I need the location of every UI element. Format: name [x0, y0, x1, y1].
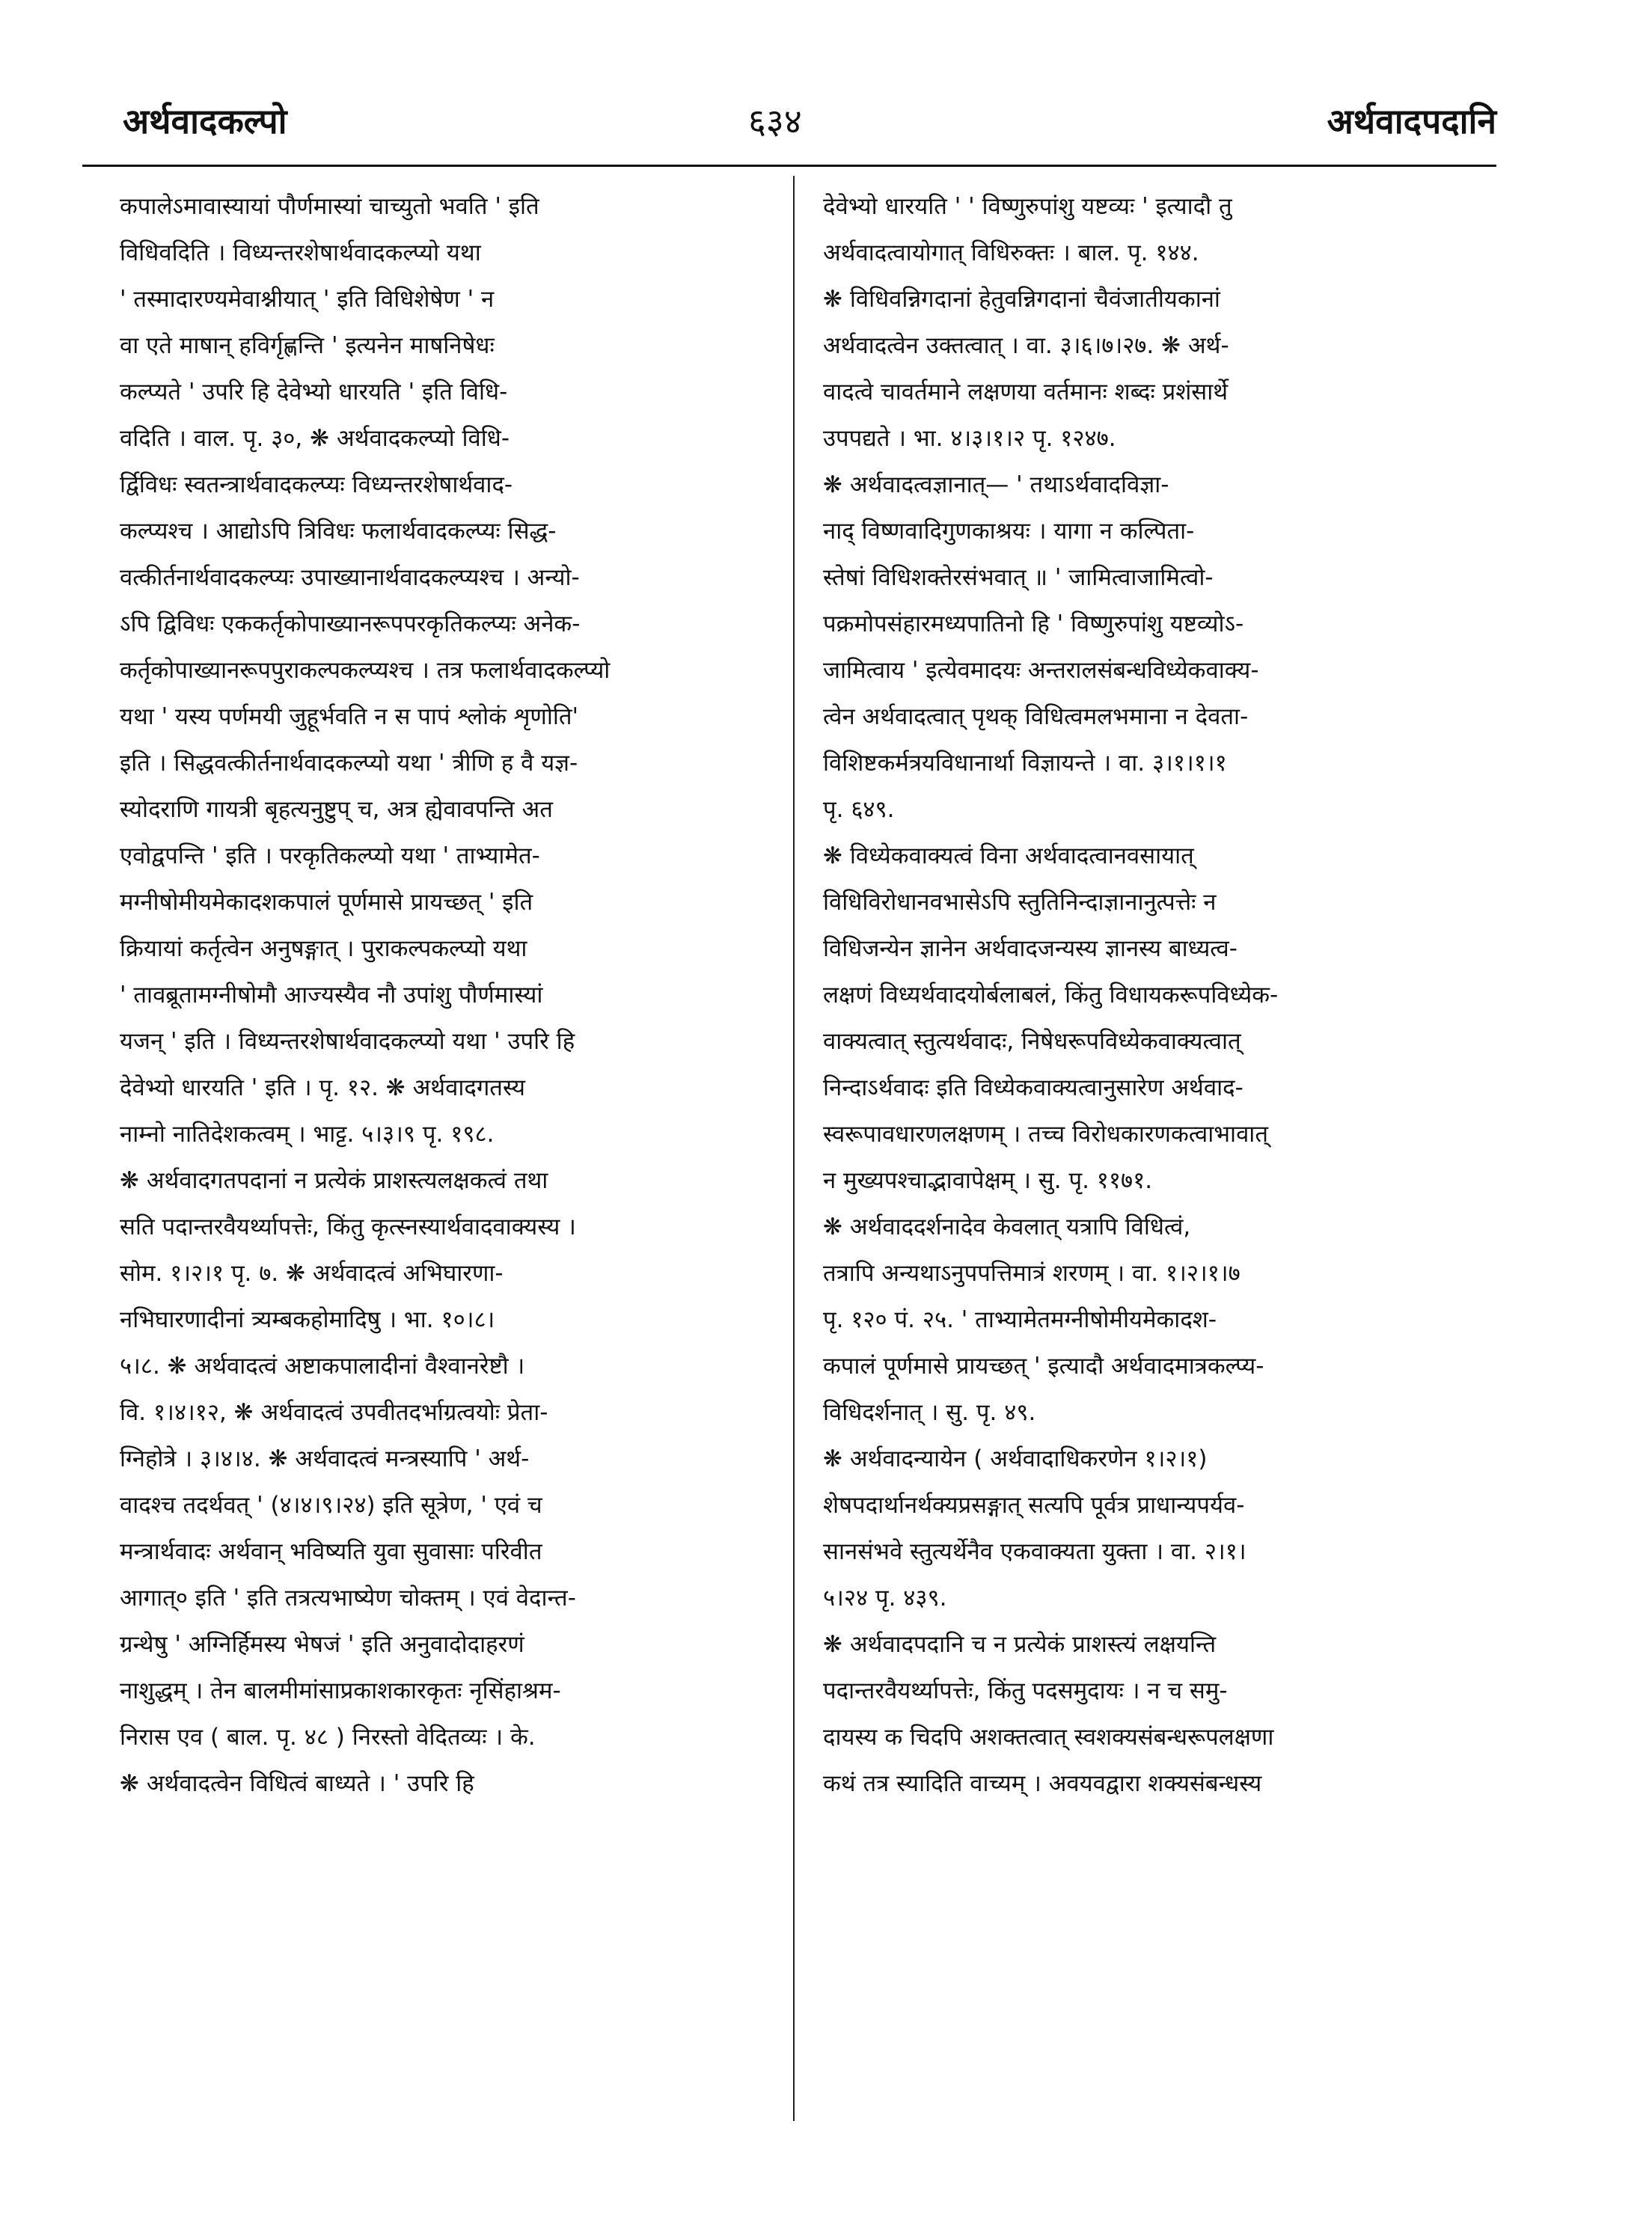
- text-line: मन्त्रार्थवादः अर्थवान् भविष्यति युवा सुवासाः परिवीत: [120, 1538, 542, 1565]
- text-line: देवेभ्यो धारयति ' ' विष्णुरुपांशु यष्टव्यः ' इत्यादौ तु: [823, 193, 1232, 220]
- text-line: ५।२४ पृ. ४३९.: [823, 1585, 947, 1612]
- text-line: ऽपि द्विविधः एककर्तृकोपाख्यानरूपपरकृतिकल्प्यः अनेक-: [120, 610, 581, 637]
- text-line: स्योदराणि गायत्री बृहत्यनुष्टुप् च, अत्र ह्येवावपन्ति अत: [120, 796, 553, 823]
- text-line: सति पदान्तरवैयर्थ्यापत्तेः, किंतु कृत्स्नस्यार्थवादवाक्यस्य ।: [120, 1214, 576, 1240]
- text-line: देवेभ्यो धारयति ' इति । पृ. १२. ❋ अर्थवादगतस्य: [120, 1074, 525, 1101]
- text-line: सानसंभवे स्तुत्यर्थेनैव एकवाक्यता युक्ता । वा. २।१।: [823, 1538, 1246, 1565]
- text-line: ❋ अर्थवादगतपदानां न प्रत्येकं प्राशस्त्यलक्षकत्वं तथा: [120, 1167, 548, 1194]
- text-line: वादश्च तदर्थवत् ' (४।४।९।२४) इति सूत्रेण, ' एवं च: [120, 1492, 542, 1519]
- text-line: ' तस्मादारण्यमेवाश्नीयात् ' इति विधिशेषेण ' न: [120, 286, 495, 313]
- text-line: उपपद्यते । भा. ४।३।१।२ पृ. १२४७.: [823, 425, 1116, 452]
- text-line: निन्दाऽर्थवादः इति विध्येकवाक्यत्वानुसारेण अर्थवाद-: [823, 1074, 1243, 1101]
- text-line: ❋ विध्येकवाक्यत्वं विना अर्थवादत्वानवसायात्: [823, 842, 1194, 869]
- text-line: पदान्तरवैयर्थ्यापत्तेः, किंतु पदसमुदायः । न च समु-: [823, 1677, 1228, 1704]
- text-line: विधिविरोधानवभासेऽपि स्तुतिनिन्दाज्ञानानुत्पत्तेः न: [823, 889, 1217, 916]
- text-line: एवोद्वपन्ति ' इति । परकृतिकल्प्यो यथा ' ताभ्यामेत-: [120, 842, 540, 869]
- text-line: वादत्वे चावर्तमाने लक्षणया वर्तमानः शब्दः प्रशंसार्थे: [823, 379, 1229, 406]
- text-line: वा एते माषान् हविर्गृह्णन्ति ' इत्यनेन माषनिषेधः: [120, 332, 495, 359]
- text-line: विधिवदिति । विध्यन्तरशेषार्थवादकल्प्यो यथा: [120, 239, 481, 266]
- text-line: कपालं पूर्णमासे प्रायच्छत् ' इत्यादौ अर्थवादमात्रकल्प्य-: [823, 1353, 1264, 1380]
- text-line: ❋ विधिवन्निगदानां हेतुवन्निगदानां चैवंजातीयकानां: [823, 286, 1220, 313]
- text-line: दायस्य क चिदपि अशक्तत्वात् स्वशक्यसंबन्धरूपलक्षणा: [823, 1724, 1274, 1751]
- page-number: ६३४: [748, 101, 802, 141]
- text-line: ❋ अर्थवादन्यायेन ( अर्थवादाधिकरणेन १।२।१): [823, 1445, 1208, 1472]
- text-line: वि. १।४।१२, ❋ अर्थवादत्वं उपवीतदर्भाग्रत्वयोः प्रेता-: [120, 1399, 548, 1426]
- text-line: क्रियायां कर्तृत्वेन अनुषङ्गात् । पुराकल्पकल्प्यो यथा: [120, 935, 527, 962]
- column-divider: [793, 176, 795, 2121]
- running-head-left: अर्थवादकल्पो: [123, 101, 287, 141]
- text-line: कर्तृकोपाख्यानरूपपुराकल्पकल्प्यश्च । तत्र फलार्थवादकल्प्यो: [120, 657, 611, 684]
- text-line: आगात्० इति ' इति तत्रत्यभाष्येण चोक्तम् । एवं वेदान्त-: [120, 1585, 576, 1612]
- text-line: यथा ' यस्य पर्णमयी जुहूर्भवति न स पापं श्लोकं शृणोति': [120, 703, 579, 730]
- text-line: इति । सिद्धवत्कीर्तनार्थवादकल्प्यो यथा ' त्रीणि ह वै यज्ञ-: [120, 750, 578, 777]
- text-line: सोम. १।२।१ पृ. ७. ❋ अर्थवादत्वं अभिघारणा-: [120, 1260, 504, 1287]
- text-line: पृ. १२० पं. २५. ' ताभ्यामेतमग्नीषोमीयमेकादश-: [823, 1306, 1217, 1333]
- text-line: अर्थवादत्वेन उक्तत्वात् । वा. ३।६।७।२७. ❋ अर्थ-: [823, 332, 1229, 359]
- text-line: नाशुद्धम् । तेन बालमीमांसाप्रकाशकारकृतः नृसिंहाश्रम-: [120, 1677, 561, 1704]
- text-line: कल्प्यते ' उपरि हि देवेभ्यो धारयति ' इति विधि-: [120, 379, 508, 406]
- text-line: कल्प्यश्च । आद्योऽपि त्रिविधः फलार्थवादकल्प्यः सिद्ध-: [120, 518, 557, 545]
- text-line: नभिघारणादीनां त्र्यम्बकहोमादिषु । भा. १०।८।: [120, 1306, 495, 1333]
- text-line: नाम्नो नातिदेशकत्वम् । भाट्ट. ५।३।९ पृ. १९८.: [120, 1121, 495, 1148]
- text-line: नाद् विष्णवादिगुणकाश्रयः । यागा न कल्पिता-: [823, 518, 1195, 545]
- text-line: त्वेन अर्थवादत्वात् पृथक् विधित्वमलभमाना न देवता-: [823, 703, 1249, 730]
- text-line: मग्नीषोमीयमेकादशकपालं पूर्णमासे प्रायच्छत् ' इति: [120, 889, 533, 916]
- text-line: यजन् ' इति । विध्यन्तरशेषार्थवादकल्प्यो यथा ' उपरि हि: [120, 1028, 575, 1055]
- text-line: तत्रापि अन्यथाऽनुपपत्तिमात्रं शरणम् । वा. १।२।१।७: [823, 1260, 1240, 1287]
- text-line: ग्रन्थेषु ' अग्निर्हिमस्य भेषजं ' इति अनुवादोदाहरणं: [120, 1631, 524, 1658]
- text-line: वदिति । वाल. पृ. ३०, ❋ अर्थवादकल्प्यो विधि-: [120, 425, 510, 452]
- text-line: ' तावब्रूतामग्नीषोमौ आज्यस्यैव नौ उपांशु पौर्णमास्यां: [120, 982, 543, 1009]
- text-line: ❋ अर्थवादत्वेन विधित्वं बाध्यते । ' उपरि हि: [120, 1770, 474, 1797]
- text-line: स्वरूपावधारणलक्षणम् । तच्च विरोधकारणकत्वाभावात्: [823, 1121, 1269, 1148]
- header-rule: [82, 165, 1496, 167]
- text-line: ५।८. ❋ अर्थवादत्वं अष्टाकपालादीनां वैश्वानरेष्टौ ।: [120, 1353, 525, 1380]
- text-line: र्द्विविधः स्वतन्त्रार्थवादकल्प्यः विध्यन्तरशेषार्थवाद-: [120, 471, 513, 498]
- text-line: ❋ अर्थवादत्वज्ञानात्— ' तथाऽर्थवादविज्ञा-: [823, 471, 1169, 498]
- right-column: [823, 183, 1481, 1807]
- text-line: अर्थवादत्वायोगात् विधिरुक्तः । बाल. पृ. १४४.: [823, 239, 1199, 266]
- text-line: न मुख्यपश्चाद्भावापेक्षम् । सु. पृ. ११७१.: [823, 1167, 1153, 1194]
- text-line: लक्षणं विध्यर्थवादयोर्बलाबलं, किंतु विधायकरूपविध्येक-: [823, 982, 1279, 1009]
- page-header: [82, 67, 1496, 142]
- text-line: विधिदर्शनात् । सु. पृ. ४९.: [823, 1399, 1036, 1426]
- text-line: शेषपदार्थानर्थक्यप्रसङ्गात् सत्यपि पूर्वत्र प्राधान्यपर्यव-: [823, 1492, 1245, 1519]
- text-line: कथं तत्र स्यादिति वाच्यम् । अवयवद्वारा शक्यसंबन्धस्य: [823, 1770, 1262, 1797]
- text-line: स्तेषां विधिशक्तेरसंभवात् ॥ ' जामित्वाजामित्वो-: [823, 564, 1214, 591]
- text-line: पक्रमोपसंहारमध्यपातिनो हि ' विष्णुरुपांशु यष्टव्योऽ-: [823, 610, 1244, 637]
- text-line: निरास एव ( बाल. पृ. ४८ ) निरस्तो वेदितव्यः । के.: [120, 1724, 536, 1751]
- text-line: वत्कीर्तनार्थवादकल्प्यः उपाख्यानार्थवादकल्प्यश्च । अन्यो-: [120, 564, 580, 591]
- text-line: विधिजन्येन ज्ञानेन अर्थवादजन्यस्य ज्ञानस्य बाध्यत्व-: [823, 935, 1238, 962]
- text-line: ❋ अर्थवाददर्शनादेव केवलात् यत्रापि विधित्वं,: [823, 1214, 1191, 1240]
- text-line: वाक्यत्वात् स्तुत्यर्थवादः, निषेधरूपविध्येकवाक्यत्वात्: [823, 1028, 1241, 1055]
- text-line: पृ. ६४९.: [823, 796, 895, 823]
- text-line: कपालेऽमावास्यायां पौर्णमास्यां चाच्युतो भवति ' इति: [120, 193, 539, 220]
- text-line: जामित्वाय ' इत्येवमादयः अन्तरालसंबन्धविध्येकवाक्य-: [823, 657, 1259, 684]
- text-line: ग्निहोत्रे । ३।४।४. ❋ अर्थवादत्वं मन्त्रस्यापि ' अर्थ-: [120, 1445, 530, 1472]
- running-head-right: अर्थवादपदानि: [1327, 101, 1496, 141]
- text-line: विशिष्टकर्मत्रयविधानार्था विज्ञायन्ते । वा. ३।१।१।१: [823, 750, 1227, 777]
- text-line: ❋ अर्थवादपदानि च न प्रत्येकं प्राशस्त्यं लक्षयन्ति: [823, 1631, 1217, 1658]
- left-column: [120, 183, 778, 1807]
